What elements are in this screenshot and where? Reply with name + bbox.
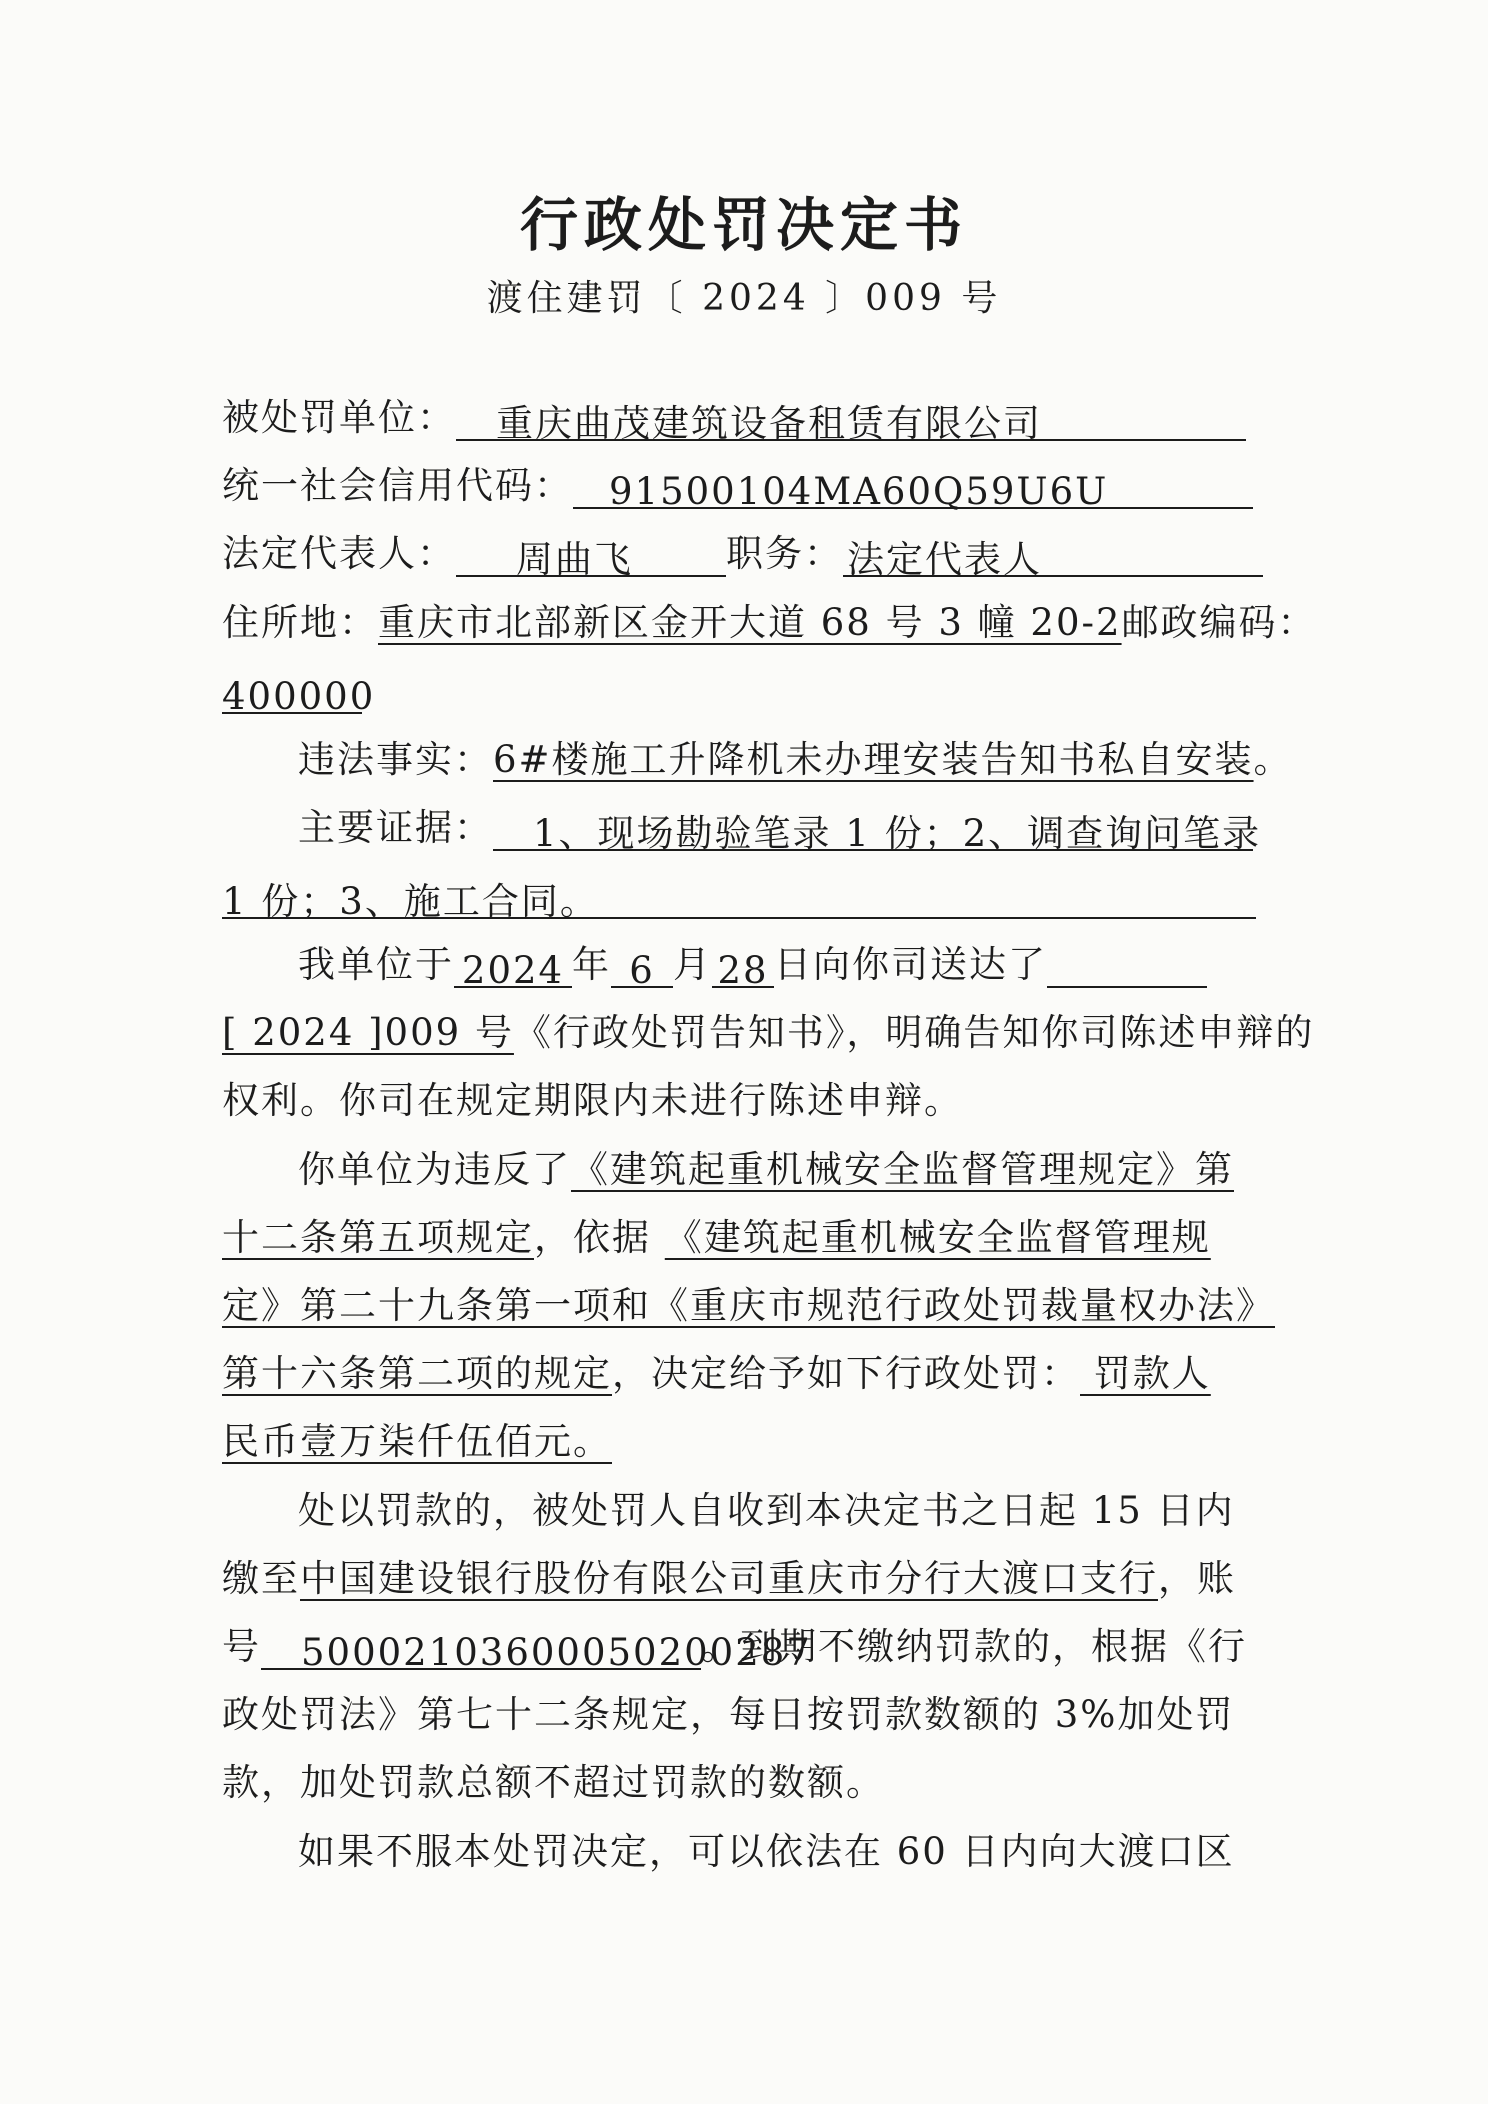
payment-text-5: 。到期不缴纳罚款的，根据《行 [701,1625,1247,1668]
notice-month: 6 [629,949,655,992]
basis-line-4 [222,1351,1256,1397]
payment-text-6: 政处罚法》第七十二条规定，每日按罚款数额的 3%加处罚 [222,1693,1235,1736]
notice-text-2: 日向你司送达了 [774,943,1047,986]
facts-line [222,737,1332,783]
credit-code-field [573,469,1253,513]
unit-label: 被处罚单位： [222,396,456,439]
payment-line-2 [222,1556,1256,1602]
basis-regulation-2c: 第十六条第二项的规定 [222,1352,612,1395]
notice-line-1 [222,942,1332,992]
appeal-text-1: 如果不服本处罚决定，可以依法在 60 日内向大渡口区 [298,1830,1235,1873]
basis-text-3: ，决定给予如下行政处罚： [612,1352,1080,1395]
evidence-label: 主要证据： [298,806,493,849]
appeal-line-1 [222,1829,1332,1875]
payment-text-1: 处以罚款的，被处罚人自收到本决定书之日起 15 日内 [298,1489,1235,1532]
credit-code-label: 统一社会信用代码： [222,464,573,507]
position-label: 职务： [726,532,843,575]
postcode-field [222,674,376,718]
notice-month-unit: 月 [673,943,712,986]
unit-value-field [456,401,1246,445]
party-unit-line [222,395,1256,445]
notice-reference: [ 2024 ]009 号 [222,1011,514,1054]
payment-line-5 [222,1760,1256,1806]
basis-line-1 [222,1147,1332,1193]
notice-line-2 [222,1010,1315,1056]
payment-account: 50002103600050200287 [301,1631,812,1674]
payment-line-3 [222,1624,1256,1674]
basis-regulation-2b: 定》第二十九条第一项和《重庆市规范行政处罚裁量权办法》 [222,1284,1275,1327]
payment-text-4: 号 [222,1625,261,1668]
postcode-label: 邮政编码： [1121,601,1317,644]
basis-text-2: ，依据 [534,1216,665,1259]
basis-line-2 [222,1215,1256,1261]
notice-month-field [611,948,673,992]
address-value: 重庆市北部新区金开大道 68 号 3 幢 20-2 [378,601,1122,644]
basis-line-3 [222,1283,1275,1329]
payment-text-2: 缴至 [222,1557,300,1600]
notice-text-3: 《行政处罚告知书》，明确告知你司陈述申辩的 [513,1011,1315,1054]
evidence-line-2 [222,873,1256,923]
notice-text-1: 我单位于 [298,943,454,986]
postcode-value: 400000 [222,675,376,718]
legal-rep-line [222,531,1256,581]
payment-bank: 中国建设银行股份有限公司重庆市分行大渡口支行 [300,1557,1158,1600]
notice-day: 28 [717,949,769,992]
document-number: 渡住建罚〔 2024 〕009 号 [486,278,1002,319]
basis-line-5 [222,1419,1256,1465]
payment-text-3: ，账 [1158,1557,1236,1600]
payment-line-1 [222,1488,1332,1534]
penalty-text-b: 民币壹万柒仟伍佰元。 [222,1420,612,1463]
facts-label: 违法事实： [298,738,493,781]
basis-regulation-1b: 十二条第五项规定 [222,1216,534,1259]
credit-code-value: 91500104MA60Q59U6U [609,470,1109,513]
notice-year-field [454,948,572,992]
facts-text: 6#楼施工升降机未办理安装告知书私自安装 [493,738,1254,781]
notice-blank [1047,948,1207,988]
legal-rep-value: 周曲飞 [516,538,633,581]
position-field [843,537,1263,581]
postcode-line [222,668,1256,718]
penalty-text-a: 罚款人 [1080,1352,1211,1395]
document-title: 行政处罚决定书 [519,191,968,259]
notice-year-unit: 年 [572,943,611,986]
basis-regulation-1a: 《建筑起重机械安全监督管理规定》第 [571,1148,1234,1191]
evidence-field-2 [222,879,1256,923]
address-line [222,600,1317,646]
evidence-field-1 [493,811,1262,855]
notice-line-3 [222,1078,1256,1124]
position-value: 法定代表人 [847,538,1042,581]
legal-rep-field [456,537,726,581]
notice-text-4: 权利。你司在规定期限内未进行陈述申辩。 [222,1079,963,1122]
notice-year: 2024 [461,949,565,992]
payment-line-4 [222,1692,1256,1738]
payment-text-7: 款，加处罚款总额不超过罚款的数额。 [222,1761,885,1804]
evidence-text-2: 1 份；3、施工合同。 [222,880,599,923]
evidence-text-1: 1、现场勘验笔录 1 份；2、调查询问笔录 [533,812,1262,855]
address-label: 住所地： [222,601,378,644]
payment-account-field [261,1630,812,1674]
credit-code-line [222,463,1256,513]
evidence-line-1 [222,805,1332,855]
notice-day-field [712,948,774,992]
facts-end: 。 [1253,738,1293,781]
unit-value: 重庆曲茂建筑设备租赁有限公司 [496,402,1042,445]
legal-rep-label-text: 法定代表人： [222,532,456,575]
basis-regulation-2a: 《建筑起重机械安全监督管理规 [664,1216,1211,1259]
basis-text-1: 你单位为违反了 [298,1148,571,1191]
